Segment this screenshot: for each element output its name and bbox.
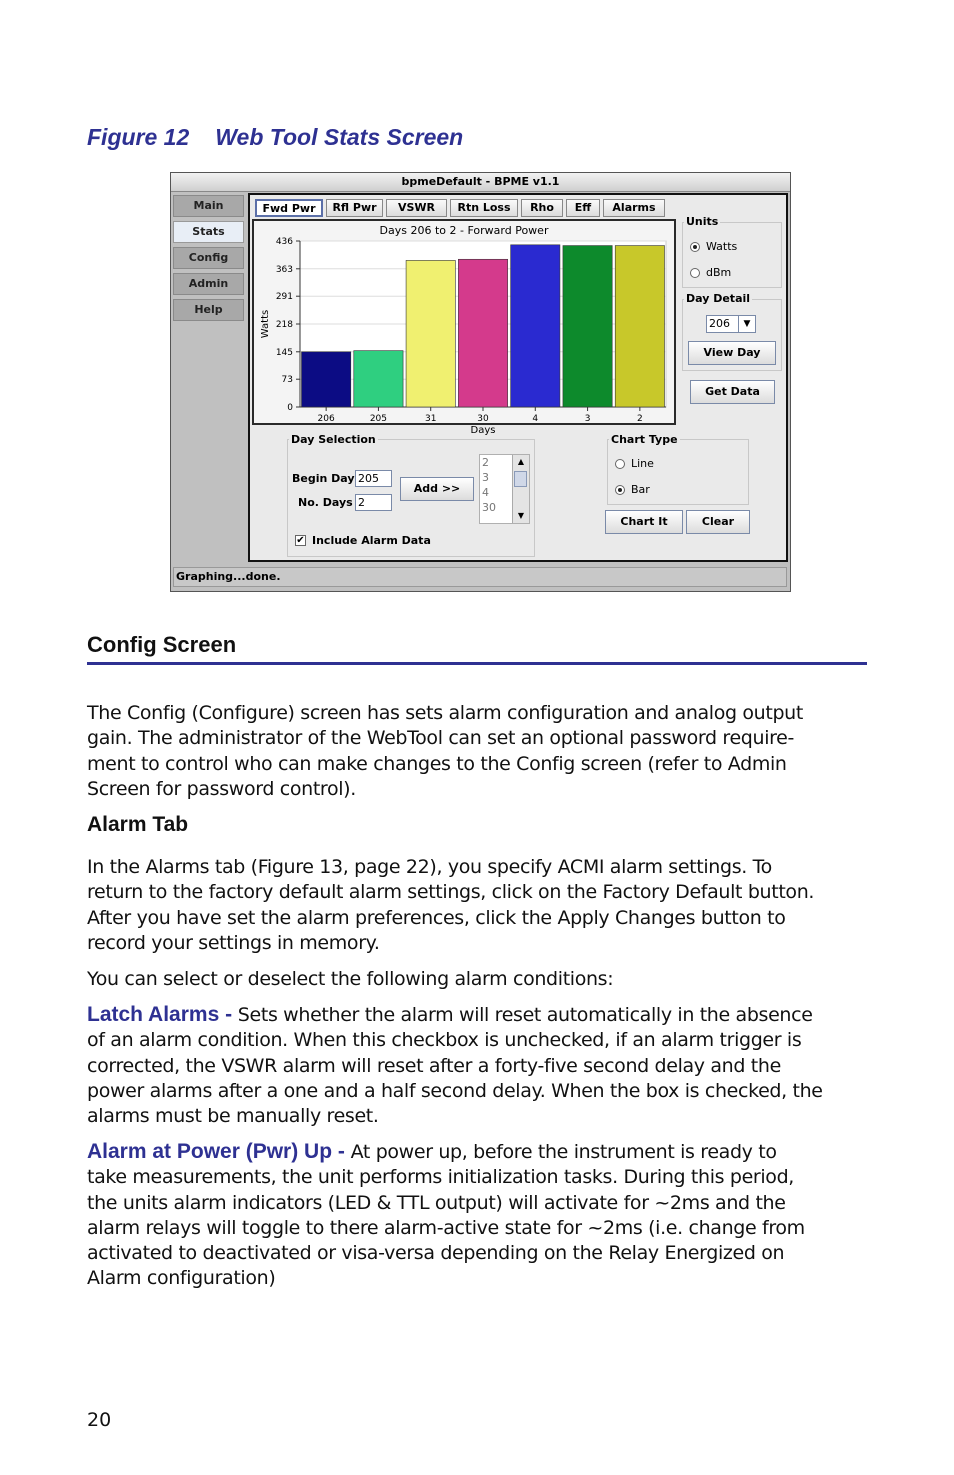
y-tick-label: 145 — [275, 347, 293, 358]
day-list[interactable] — [479, 454, 530, 524]
figure-title: Web Tool Stats Screen — [215, 124, 464, 150]
scroll-up-icon[interactable]: ▲ — [517, 457, 525, 466]
units-watts-radio[interactable] — [690, 242, 700, 252]
include-alarm-label: Include Alarm Data — [312, 534, 431, 547]
y-axis-label: Watts — [260, 309, 271, 339]
text-line: At power up, before the instrument is ready to — [350, 1141, 777, 1163]
nav-config-button[interactable]: Config — [173, 247, 244, 269]
tab-alarms[interactable]: Alarms — [603, 199, 665, 217]
tab-eff[interactable]: Eff — [566, 199, 600, 217]
bar-31 — [406, 260, 455, 407]
latch-alarms-paragraph — [87, 1002, 877, 1129]
text-line: of an alarm condition. When this checkbox is unchecked, if an alarm trigger is — [87, 1029, 802, 1052]
include-alarm-checkbox[interactable]: ✔ — [296, 535, 305, 546]
tab-vswr[interactable]: VSWR — [386, 199, 447, 217]
tab-fwd-pwr[interactable]: Fwd Pwr — [255, 199, 323, 217]
chart-frame — [252, 219, 676, 436]
add-button[interactable]: Add >> — [400, 477, 474, 501]
forward-power-bar-chart — [254, 221, 674, 436]
text-line: alarms must be manually reset. — [87, 1105, 379, 1128]
stats-panel — [248, 193, 788, 562]
tab-rho[interactable]: Rho — [521, 199, 563, 217]
list-item[interactable]: 4 — [482, 486, 489, 499]
text-line: After you have set the alarm preferences, click the Apply Changes button to — [87, 906, 786, 929]
x-tick-label: 206 — [317, 414, 335, 424]
begin-day-input[interactable]: 205 — [355, 470, 392, 487]
text-line: the units alarm indicators (LED & TTL output) will activate for ~2ms and the — [87, 1191, 786, 1214]
chart-type-group — [607, 439, 749, 505]
x-tick-label: 30 — [477, 414, 489, 424]
alarm-tab-heading: Alarm Tab — [87, 813, 189, 836]
day-detail-select[interactable] — [706, 315, 756, 333]
chart-type-line-radio[interactable] — [615, 459, 625, 469]
get-data-button[interactable]: Get Data — [690, 380, 775, 404]
nav-main-button[interactable]: Main — [173, 195, 244, 217]
latch-alarms-lead: Latch Alarms - — [87, 1003, 233, 1026]
bar-30 — [458, 259, 507, 407]
x-tick-label: 4 — [532, 414, 539, 424]
text-line: corrected, the VSWR alarm will reset after a forty-five second delay and the — [87, 1054, 781, 1077]
text-line: gain. The administrator of the WebTool can set an optional password require- — [87, 727, 795, 750]
y-tick-label: 218 — [275, 320, 293, 330]
day-detail-value: 206 — [709, 317, 730, 330]
chart-type-title: Chart Type — [611, 433, 678, 446]
nav-stats-button[interactable]: Stats — [173, 221, 244, 243]
bar-2 — [615, 246, 664, 407]
nav-admin-button[interactable]: Admin — [173, 273, 244, 295]
y-tick-label: 363 — [275, 264, 293, 275]
power-up-lead: Alarm at Power (Pwr) Up - — [87, 1140, 345, 1163]
view-day-button[interactable]: View Day — [688, 341, 776, 365]
chevron-down-icon: ▼ — [738, 316, 755, 332]
tab-rfl-pwr[interactable]: Rfl Pwr — [326, 199, 383, 217]
scroll-down-icon[interactable]: ▼ — [517, 511, 525, 520]
text-line: The Config (Configure) screen has sets alarm configuration and analog output — [87, 702, 803, 724]
text-line: take measurements, the unit performs initialization tasks. During this period, — [87, 1166, 794, 1189]
text-line: record your settings in memory. — [87, 931, 380, 954]
list-item[interactable]: 30 — [482, 501, 496, 514]
begin-day-label: Begin Day — [292, 472, 355, 485]
x-tick-label: 2 — [636, 414, 643, 424]
y-tick-label: 0 — [287, 403, 293, 413]
clear-button[interactable]: Clear — [686, 510, 750, 534]
figure-number: Figure 12 — [87, 124, 190, 150]
no-days-input[interactable]: 2 — [355, 494, 392, 511]
text-line: return to the factory default alarm settings, click on the Factory Default button. — [87, 881, 815, 904]
section-rule — [87, 662, 867, 665]
chart-type-bar-label: Bar — [631, 483, 650, 496]
text-line: Screen for password control). — [87, 777, 356, 800]
units-title: Units — [686, 215, 719, 228]
figure-caption — [87, 124, 463, 151]
list-scrollbar[interactable] — [512, 455, 529, 523]
window-title: bpmeDefault - BPME v1.1 — [171, 173, 790, 192]
text-line: ment to control who can make changes to the Config screen (refer to Admin — [87, 752, 787, 775]
units-watts-label: Watts — [706, 240, 738, 253]
text-line: Sets whether the alarm will reset automatically in the absence — [237, 1004, 813, 1026]
list-item[interactable]: 2 — [482, 456, 489, 469]
nav-help-button[interactable]: Help — [173, 299, 244, 321]
day-detail-title: Day Detail — [686, 292, 751, 305]
section-heading: Config Screen — [87, 632, 237, 657]
x-tick-label: 205 — [369, 414, 388, 424]
bar-205 — [354, 351, 403, 407]
status-bar: Graphing...done. — [173, 567, 787, 587]
text-line: Alarm configuration) — [87, 1267, 276, 1290]
no-days-label: No. Days — [298, 496, 353, 509]
chart-it-button[interactable]: Chart It — [605, 510, 683, 534]
select-line: You can select or deselect the following alarm conditions: — [87, 968, 614, 990]
text-line: In the Alarms tab (Figure 13, page 22), you specify ACMI alarm settings. To — [87, 856, 772, 878]
alarm-paragraph — [87, 855, 877, 956]
bar-4 — [511, 245, 560, 407]
x-tick-label: 3 — [584, 414, 591, 424]
day-selection-title: Day Selection — [291, 433, 376, 446]
bar-3 — [563, 246, 612, 407]
y-tick-label: 436 — [275, 237, 293, 247]
units-dbm-radio[interactable] — [690, 268, 700, 278]
units-group — [682, 222, 782, 288]
text-line: alarm relays will toggle to there alarm-active state for ~2ms (i.e. change from — [87, 1216, 805, 1239]
tab-rtn-loss[interactable]: Rtn Loss — [450, 199, 518, 217]
power-up-paragraph — [87, 1139, 877, 1292]
bar-206 — [302, 352, 351, 407]
units-dbm-label: dBm — [706, 266, 732, 279]
config-paragraph — [87, 701, 877, 802]
text-line: power alarms after a one and a half second delay. When the box is checked, the — [87, 1079, 823, 1102]
page-number: 20 — [87, 1409, 112, 1431]
x-tick-label: 31 — [424, 414, 437, 424]
scroll-thumb[interactable] — [514, 471, 527, 487]
text-line: activated to deactivated or visa-versa depending on the Relay Energized on — [87, 1242, 785, 1265]
chart-type-bar-radio[interactable] — [615, 485, 625, 495]
webtool-screenshot — [170, 172, 791, 592]
list-item[interactable]: 3 — [482, 471, 489, 484]
chart-title: Days 206 to 2 - Forward Power — [379, 224, 549, 237]
y-tick-label: 291 — [275, 292, 293, 303]
chart-type-line-label: Line — [631, 457, 654, 470]
y-tick-label: 73 — [281, 375, 293, 386]
x-axis-label: Days — [470, 425, 496, 436]
